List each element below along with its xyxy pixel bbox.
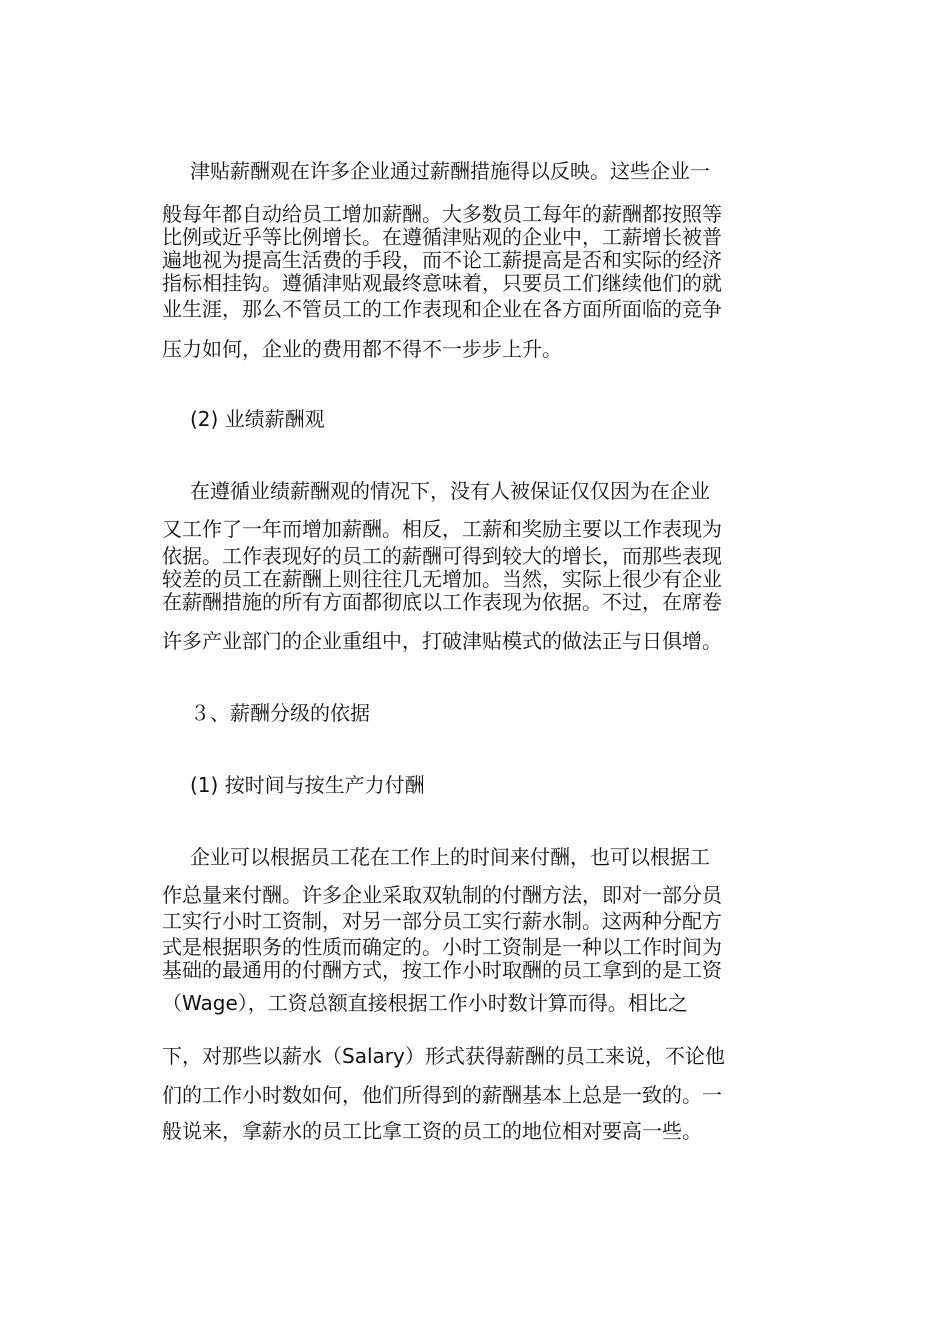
paragraph-1-line-7: 压力如何，企业的费用都不得不一步步上升。	[162, 337, 562, 361]
paragraph-2-line-2: 又工作了一年而增加薪酬。相反，工薪和奖励主要以工作表现为	[162, 517, 722, 541]
paragraph-2-line-4: 较差的员工在薪酬上则往往几无增加。当然，实际上很少有企业	[162, 567, 722, 591]
paragraph-3-line-2: 作总量来付酬。许多企业采取双轨制的付酬方法，即对一部分员	[162, 883, 722, 907]
paragraph-1-line-3: 比例或近乎等比例增长。在遵循津贴观的企业中，工薪增长被普	[162, 225, 722, 249]
paragraph-3-line-4: 式是根据职务的性质而确定的。小时工资制是一种以工作时间为	[162, 935, 722, 959]
paragraph-1-line-2: 般每年都自动给员工增加薪酬。大多数员工每年的薪酬都按照等	[162, 202, 722, 226]
paragraph-3-line-5: 基础的最通用的付酬方式，按工作小时取酬的员工拿到的是工资	[162, 958, 722, 982]
section-heading-3: ３、薪酬分级的依据	[190, 701, 370, 725]
paragraph-3-line-9: 般说来，拿薪水的员工比拿工资的员工的地位相对要高一些。	[162, 1119, 702, 1143]
paragraph-3-line-8: 们的工作小时数如何，他们所得到的薪酬基本上总是一致的。一	[162, 1083, 722, 1107]
paragraph-1-line-1: 津贴薪酬观在许多企业通过薪酬措施得以反映。这些企业一	[190, 159, 710, 183]
paragraph-3-line-3: 工实行小时工资制，对另一部分员工实行薪水制。这两种分配方	[162, 909, 722, 933]
paragraph-3-line-6: （Wage），工资总额直接根据工作小时数计算而得。相比之	[162, 991, 688, 1015]
paragraph-2-line-1: 在遵循业绩薪酬观的情况下，没有人被保证仅仅因为在企业	[190, 479, 710, 503]
paragraph-3-line-7: 下，对那些以薪水（Salary）形式获得薪酬的员工来说，不论他	[162, 1044, 725, 1068]
paragraph-2-line-5: 在薪酬措施的所有方面都彻底以工作表现为依据。不过，在席卷	[162, 590, 722, 614]
section-heading-performance-pay: (2) 业绩薪酬观	[190, 407, 325, 431]
paragraph-1-line-5: 指标相挂钩。遵循津贴观最终意味着，只要员工们继续他们的就	[162, 271, 722, 295]
section-heading-time-productivity: (1) 按时间与按生产力付酬	[190, 773, 425, 797]
paragraph-2-line-6: 许多产业部门的企业重组中，打破津贴模式的做法正与日俱增。	[162, 629, 722, 653]
paragraph-2-line-3: 依据。工作表现好的员工的薪酬可得到较大的增长，而那些表现	[162, 544, 722, 568]
paragraph-1-line-4: 遍地视为提高生活费的手段，而不论工薪提高是否和实际的经济	[162, 248, 722, 272]
paragraph-1-line-6: 业生涯，那么不管员工的工作表现和企业在各方面所面临的竞争	[162, 297, 722, 321]
paragraph-3-line-1: 企业可以根据员工花在工作上的时间来付酬，也可以根据工	[190, 845, 710, 869]
